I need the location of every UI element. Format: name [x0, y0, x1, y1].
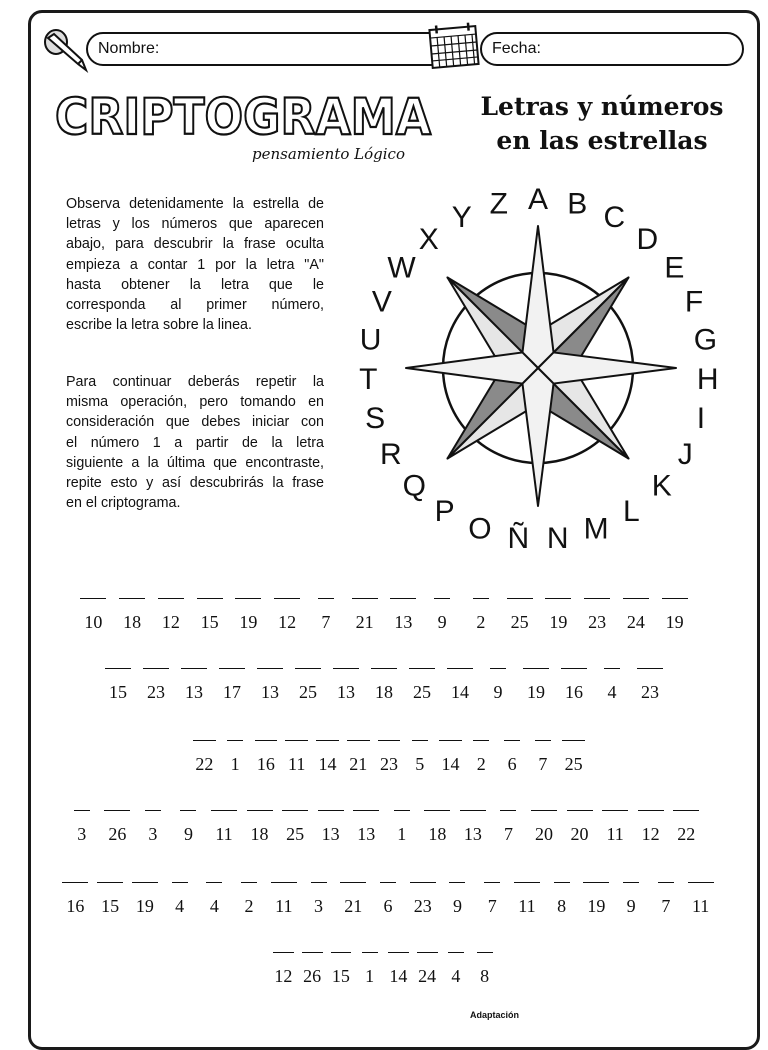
cipher-number: 23 [641, 682, 659, 702]
answer-blank[interactable] [412, 740, 428, 741]
answer-blank[interactable] [340, 882, 366, 883]
compass-letter: M [583, 512, 609, 546]
cipher-number: 25 [286, 824, 305, 844]
answer-blank[interactable] [604, 668, 620, 669]
title-line-2: en las estrellas [496, 126, 708, 155]
compass-letter: R [379, 438, 402, 471]
answer-blank[interactable] [311, 882, 327, 883]
cipher-number: 12 [278, 612, 297, 632]
answer-blank[interactable] [158, 598, 184, 599]
answer-blank[interactable] [490, 668, 506, 669]
answer-blank[interactable] [74, 810, 90, 811]
compass-letter: V [371, 285, 392, 319]
answer-blank[interactable] [390, 598, 416, 599]
compass-letter: H [696, 362, 719, 396]
cipher-number: 15 [101, 896, 120, 916]
answer-blank[interactable] [673, 810, 699, 811]
cipher-number: 12 [274, 966, 293, 986]
instruction-line: repite esto y así descubrirás la frase [66, 475, 324, 492]
answer-blank[interactable] [473, 598, 489, 599]
answer-blank[interactable] [331, 952, 352, 953]
compass-letter: Ñ [507, 521, 530, 552]
answer-blank[interactable] [380, 882, 396, 883]
cipher-number: 7 [503, 824, 513, 844]
cipher-number: 2 [476, 754, 486, 774]
compass-letter: Y [451, 201, 472, 235]
cipher-number: 23 [379, 754, 398, 774]
cipher-number: 18 [428, 824, 447, 844]
answer-blank[interactable] [219, 668, 245, 669]
compass-letter: Z [489, 187, 508, 221]
instructions-paragraph-2 [66, 372, 324, 513]
cipher-number: 15 [109, 682, 127, 702]
answer-blank[interactable] [602, 810, 628, 811]
answer-blank[interactable] [388, 952, 409, 953]
cipher-number: 25 [510, 612, 529, 632]
answer-blank[interactable] [333, 668, 359, 669]
answer-blank[interactable] [352, 598, 378, 599]
answer-blank[interactable] [247, 810, 273, 811]
puzzle-row [99, 668, 669, 708]
answer-blank[interactable] [434, 598, 450, 599]
answer-blank[interactable] [507, 598, 533, 599]
cipher-number: 14 [441, 754, 460, 774]
answer-blank[interactable] [504, 740, 520, 741]
answer-blank[interactable] [104, 810, 130, 811]
cipher-number: 1 [365, 966, 375, 986]
answer-blank[interactable] [316, 740, 339, 741]
answer-blank[interactable] [282, 810, 308, 811]
cipher-number: 20 [535, 824, 553, 844]
answer-blank[interactable] [143, 668, 169, 669]
compass-letter: S [365, 401, 386, 435]
instruction-line: consideración que debes iniciar con [66, 414, 324, 431]
answer-blank[interactable] [318, 598, 334, 599]
cipher-number: 20 [570, 824, 589, 844]
cipher-number: 19 [549, 612, 568, 632]
answer-blank[interactable] [447, 668, 473, 669]
cipher-number: 4 [175, 896, 185, 916]
cipher-number: 14 [318, 754, 337, 774]
compass-letter: C [603, 201, 626, 235]
cipher-number: 23 [147, 682, 165, 702]
cipher-number: 24 [626, 612, 645, 632]
page-title [452, 90, 752, 158]
footer-label: Adaptación [470, 1010, 520, 1020]
answer-blank[interactable] [531, 810, 557, 811]
cipher-number: 24 [418, 966, 437, 986]
answer-blank[interactable] [211, 810, 237, 811]
answer-blank[interactable] [119, 598, 145, 599]
cipher-number: 3 [148, 824, 158, 844]
compass-letter: J [677, 438, 693, 471]
cipher-number: 18 [123, 612, 142, 632]
criptograma-logo [55, 86, 435, 146]
puzzle-row [269, 952, 499, 992]
cipher-number: 11 [215, 824, 233, 844]
compass-letter: O [468, 512, 492, 546]
cipher-number: 16 [256, 754, 275, 774]
answer-blank[interactable] [172, 882, 188, 883]
answer-blank[interactable] [410, 882, 436, 883]
instruction-line: Observa detenidamente la estrella de [66, 196, 324, 212]
compass-letter: Q [402, 469, 426, 503]
cipher-number: 2 [244, 896, 254, 916]
cipher-number: 5 [415, 754, 425, 774]
instruction-line: corresponda al primer número, [66, 297, 324, 314]
answer-blank[interactable] [257, 668, 283, 669]
cipher-number: 23 [413, 896, 432, 916]
instruction-line: el número 1 a partir de la letra [66, 434, 324, 451]
compass-letter: T [359, 362, 378, 396]
answer-blank[interactable] [197, 598, 223, 599]
compass-letter: A [527, 183, 549, 216]
compass-letter: D [636, 222, 659, 256]
answer-blank[interactable] [318, 810, 344, 811]
compass-letter: K [651, 469, 672, 503]
answer-blank[interactable] [449, 882, 465, 883]
cipher-number: 21 [349, 754, 368, 774]
cipher-number: 7 [538, 754, 548, 774]
cipher-number: 12 [161, 612, 180, 632]
instruction-line: abajo, para descubrir la frase oculta [66, 236, 324, 253]
answer-blank[interactable] [80, 598, 106, 599]
cipher-number: 11 [288, 754, 306, 774]
cipher-number: 19 [135, 896, 154, 916]
cipher-number: 22 [195, 754, 214, 774]
cipher-number: 3 [77, 824, 87, 844]
cipher-number: 26 [108, 824, 127, 844]
cipher-number: 25 [564, 754, 583, 774]
cipher-number: 15 [200, 612, 219, 632]
cipher-number: 13 [463, 824, 482, 844]
cipher-number: 12 [641, 824, 660, 844]
answer-blank[interactable] [97, 882, 123, 883]
cipher-number: 21 [344, 896, 363, 916]
answer-blank[interactable] [409, 668, 435, 669]
answer-blank[interactable] [285, 740, 308, 741]
answer-blank[interactable] [273, 952, 294, 953]
cipher-number: 9 [626, 896, 636, 916]
answer-blank[interactable] [347, 740, 370, 741]
puzzle-row [64, 810, 704, 850]
answer-blank[interactable] [439, 740, 462, 741]
answer-blank[interactable] [567, 810, 593, 811]
instruction-line: Para continuar deberás repetir la [66, 374, 324, 390]
cipher-number: 11 [275, 896, 293, 916]
answer-blank[interactable] [662, 598, 688, 599]
answer-blank[interactable] [473, 740, 489, 741]
answer-blank[interactable] [545, 598, 571, 599]
answer-blank[interactable] [145, 810, 161, 811]
cipher-number: 25 [299, 682, 317, 702]
cipher-number: 18 [375, 682, 393, 702]
puzzle-row [189, 740, 589, 780]
cipher-number: 14 [451, 682, 469, 702]
instruction-line: escribe la letra sobre la linea. [66, 317, 252, 334]
cipher-number: 7 [487, 896, 497, 916]
cipher-number: 22 [677, 824, 696, 844]
compass-star [330, 172, 750, 552]
cipher-number: 11 [691, 896, 710, 916]
name-field[interactable] [86, 32, 448, 66]
answer-blank[interactable] [394, 810, 410, 811]
cipher-number: 13 [261, 682, 279, 702]
instruction-line: hasta obtener la letra que le [66, 276, 324, 293]
compass-letter: B [567, 187, 588, 221]
instruction-line: misma operación, pero tomando en [66, 394, 324, 411]
cipher-number: 3 [314, 896, 324, 916]
cipher-number: 13 [337, 682, 355, 702]
answer-blank[interactable] [378, 740, 401, 741]
cipher-number: 15 [331, 966, 350, 986]
answer-blank[interactable] [371, 668, 397, 669]
subtitle: pensamiento Lógico [252, 145, 405, 163]
answer-blank[interactable] [448, 952, 464, 953]
cipher-number: 11 [518, 896, 536, 916]
cipher-number: 4 [607, 682, 617, 702]
cipher-number: 21 [355, 612, 374, 632]
cipher-number: 6 [507, 754, 517, 774]
puzzle-row [58, 882, 718, 922]
date-field[interactable] [480, 32, 744, 66]
answer-blank[interactable] [227, 740, 243, 741]
answer-blank[interactable] [180, 810, 196, 811]
answer-blank[interactable] [105, 668, 131, 669]
cipher-number: 17 [223, 682, 241, 702]
compass-letter: L [623, 495, 640, 528]
cipher-number: 1 [230, 754, 240, 774]
puzzle-row [74, 598, 694, 638]
compass-letter: P [434, 495, 455, 528]
cipher-number: 16 [66, 896, 85, 916]
answer-blank[interactable] [561, 668, 587, 669]
cipher-number: 9 [493, 682, 503, 702]
cipher-number: 14 [389, 966, 408, 986]
answer-blank[interactable] [181, 668, 207, 669]
compass-letter: X [418, 222, 439, 256]
answer-blank[interactable] [658, 882, 674, 883]
answer-blank[interactable] [623, 882, 639, 883]
cipher-number: 25 [413, 682, 431, 702]
answer-blank[interactable] [562, 740, 585, 741]
main-star-points [406, 226, 676, 506]
instructions-paragraph-1 [66, 194, 324, 335]
instruction-line: letras y los números que aparecen [66, 216, 324, 233]
cipher-number: 4 [209, 896, 219, 916]
compass-letter: I [696, 401, 706, 435]
compass-letter: F [684, 285, 704, 319]
answer-blank[interactable] [637, 668, 663, 669]
answer-blank[interactable] [688, 882, 714, 883]
answer-blank[interactable] [554, 882, 570, 883]
cipher-number: 26 [303, 966, 322, 986]
answer-blank[interactable] [362, 952, 378, 953]
answer-blank[interactable] [255, 740, 278, 741]
name-label: Nombre: [98, 40, 160, 57]
cipher-number: 7 [321, 612, 331, 632]
compass-letter: U [359, 323, 382, 357]
answer-blank[interactable] [62, 882, 88, 883]
answer-blank[interactable] [353, 810, 379, 811]
answer-blank[interactable] [500, 810, 516, 811]
cipher-number: 13 [321, 824, 340, 844]
answer-blank[interactable] [477, 952, 493, 953]
cipher-number: 19 [665, 612, 684, 632]
compass-letter: N [546, 521, 569, 552]
answer-blank[interactable] [638, 810, 664, 811]
cipher-number: 13 [185, 682, 203, 702]
cipher-number: 19 [239, 612, 258, 632]
compass-letter: E [664, 251, 685, 285]
calendar-icon [428, 22, 480, 70]
answer-blank[interactable] [132, 882, 158, 883]
answer-blank[interactable] [484, 882, 500, 883]
title-line-1: Letras y números [480, 92, 724, 121]
answer-blank[interactable] [417, 952, 438, 953]
answer-blank[interactable] [235, 598, 261, 599]
answer-blank[interactable] [206, 882, 222, 883]
instruction-line: empieza a contar 1 por la letra "A" [66, 256, 324, 273]
answer-blank[interactable] [514, 882, 540, 883]
answer-blank[interactable] [424, 810, 450, 811]
cipher-number: 2 [476, 612, 486, 632]
cipher-number: 8 [480, 966, 490, 986]
cipher-number: 9 [452, 896, 462, 916]
cipher-number: 7 [661, 896, 671, 916]
answer-blank[interactable] [302, 952, 323, 953]
answer-blank[interactable] [274, 598, 300, 599]
cipher-number: 9 [437, 612, 447, 632]
answer-blank[interactable] [535, 740, 551, 741]
cipher-number: 13 [394, 612, 413, 632]
cipher-number: 19 [527, 682, 545, 702]
answer-blank[interactable] [295, 668, 321, 669]
date-label: Fecha: [492, 40, 541, 57]
compass-letter: W [387, 251, 416, 285]
answer-blank[interactable] [271, 882, 297, 883]
cipher-number: 8 [557, 896, 567, 916]
instruction-line: siguiente a la última que encontraste, [66, 454, 324, 471]
cipher-number: 6 [383, 896, 393, 916]
cipher-number: 23 [588, 612, 607, 632]
answer-blank[interactable] [193, 740, 216, 741]
cipher-number: 10 [84, 612, 103, 632]
cipher-number: 9 [183, 824, 193, 844]
instruction-line: en el criptograma. [66, 495, 181, 512]
cipher-number: 11 [606, 824, 624, 844]
answer-blank[interactable] [523, 668, 549, 669]
answer-blank[interactable] [241, 882, 257, 883]
cipher-number: 1 [397, 824, 407, 844]
answer-blank[interactable] [584, 598, 610, 599]
answer-blank[interactable] [583, 882, 609, 883]
cipher-number: 16 [565, 682, 583, 702]
cipher-number: 19 [587, 896, 606, 916]
cipher-number: 13 [357, 824, 376, 844]
compass-letter: G [693, 323, 718, 357]
answer-blank[interactable] [460, 810, 486, 811]
cipher-number: 4 [451, 966, 461, 986]
logo-text: CRIPTOGRAMA [55, 88, 432, 146]
answer-blank[interactable] [623, 598, 649, 599]
cipher-number: 18 [250, 824, 269, 844]
